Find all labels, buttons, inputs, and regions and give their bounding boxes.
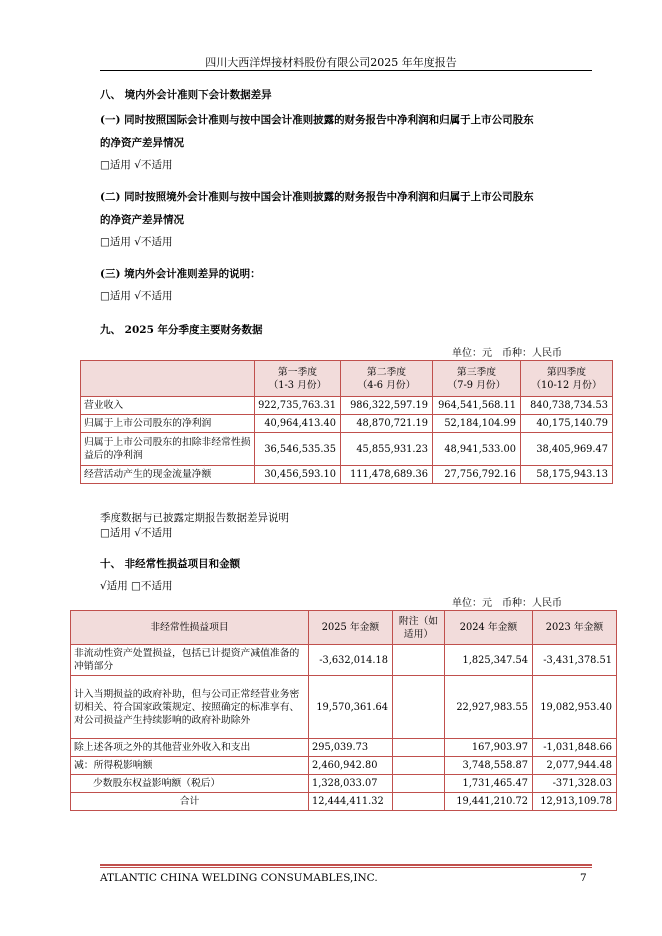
table-header-row <box>71 611 617 645</box>
value-2023: -371,328.03 <box>533 775 617 793</box>
value-cell: 922,735,763.31 <box>255 397 341 415</box>
table-row <box>71 676 617 739</box>
section-8-title: 八、 境内外会计准则下会计数据差异 <box>100 89 272 101</box>
value-cell: 40,175,140.79 <box>521 415 613 433</box>
value-cell: 52,184,104.99 <box>433 415 521 433</box>
value-2023: 19,082,953.40 <box>533 676 617 739</box>
header-cell-blank <box>81 361 255 397</box>
row-label: 合计 <box>71 793 309 811</box>
section-8-2-choice: □适用 √不适用 <box>100 236 173 248</box>
section-8-1-choice: □适用 √不适用 <box>100 159 173 171</box>
value-cell: 964,541,568.11 <box>433 397 521 415</box>
value-cell: 986,322,597.19 <box>341 397 433 415</box>
quarterly-financial-table <box>80 360 613 484</box>
value-cell: 840,738,734.53 <box>521 397 613 415</box>
value-2023: 12,913,109.78 <box>533 793 617 811</box>
row-label: 除上述各项之外的其他营业外收入和支出 <box>71 739 309 757</box>
note-cell <box>393 739 445 757</box>
value-cell: 38,405,969.47 <box>521 433 613 466</box>
value-2024: 1,731,465.47 <box>445 775 533 793</box>
section-8-2-title-line2: 的净资产差异情况 <box>100 214 184 226</box>
header-divider <box>100 70 592 71</box>
value-2025: -3,632,014.18 <box>309 645 393 676</box>
header-cell-2024: 2024 年金额 <box>445 611 533 645</box>
header-cell-2025: 2025 年金额 <box>309 611 393 645</box>
row-label: 计入当期损益的政府补助，但与公司正常经营业务密切相关、符合国家政策规定、按照确定的标准享有、对公司损益产生持续影响的政府补助除外 <box>71 676 309 739</box>
section-8-1-title-line2: 的净资产差异情况 <box>100 137 184 149</box>
header-cell-q2: 第二季度 （4-6 月份） <box>341 361 433 397</box>
value-2025: 2,460,942.80 <box>309 757 393 775</box>
value-cell: 36,546,535.35 <box>255 433 341 466</box>
section-9-unit: 单位：元 币种：人民币 <box>452 348 562 359</box>
header-cell-q3: 第三季度 （7-9 月份） <box>433 361 521 397</box>
non-recurring-items-table <box>70 610 617 811</box>
value-2025: 1,328,033.07 <box>309 775 393 793</box>
section-8-2-title-line1: (二) 同时按照境外会计准则与按中国会计准则披露的财务报告中净利润和归属于上市公司股东 <box>100 191 534 203</box>
page-header-title: 四川大西洋焊接材料股份有限公司2025 年年度报告 <box>205 56 457 69</box>
note-cell <box>393 676 445 739</box>
section-9-title: 九、 2025 年分季度主要财务数据 <box>100 324 263 336</box>
note-cell <box>393 793 445 811</box>
table-row <box>81 397 613 415</box>
row-label: 非流动性资产处置损益，包括已计提资产减值准备的冲销部分 <box>71 645 309 676</box>
table-header-row <box>81 361 613 397</box>
value-2023: -3,431,378.51 <box>533 645 617 676</box>
row-label: 归属于上市公司股东的净利润 <box>81 415 255 433</box>
value-cell: 48,941,533.00 <box>433 433 521 466</box>
header-cell-q1: 第一季度 （1-3 月份） <box>255 361 341 397</box>
footer-company-name: ATLANTIC CHINA WELDING CONSUMABLES,INC. <box>100 872 378 884</box>
value-2025: 295,039.73 <box>309 739 393 757</box>
row-label: 归属于上市公司股东的扣除非经常性损益后的净利润 <box>81 433 255 466</box>
quarterly-note-choice: □适用 √不适用 <box>100 527 173 539</box>
table-row <box>81 466 613 484</box>
value-cell: 27,756,792.16 <box>433 466 521 484</box>
table-row-total <box>71 793 617 811</box>
value-2024: 167,903.97 <box>445 739 533 757</box>
value-2025: 12,444,411.32 <box>309 793 393 811</box>
row-label: 少数股东权益影响额（税后） <box>71 775 309 793</box>
value-cell: 40,964,413.40 <box>255 415 341 433</box>
note-cell <box>393 645 445 676</box>
header-cell-item: 非经常性损益项目 <box>71 611 309 645</box>
header-cell-q4: 第四季度 （10-12 月份） <box>521 361 613 397</box>
value-cell: 58,175,943.13 <box>521 466 613 484</box>
value-2025: 19,570,361.64 <box>309 676 393 739</box>
section-8-3-choice: □适用 √不适用 <box>100 290 173 302</box>
table-row <box>71 757 617 775</box>
section-8-3-title: (三) 境内外会计准则差异的说明： <box>100 268 261 280</box>
row-label: 减：所得税影响额 <box>71 757 309 775</box>
section-10-title: 十、 非经常性损益项目和金额 <box>100 558 241 570</box>
value-2024: 19,441,210.72 <box>445 793 533 811</box>
page-number: 7 <box>580 872 587 884</box>
value-cell: 48,870,721.19 <box>341 415 433 433</box>
table-row <box>71 645 617 676</box>
table-row <box>81 433 613 466</box>
value-cell: 111,478,689.36 <box>341 466 433 484</box>
header-cell-2023: 2023 年金额 <box>533 611 617 645</box>
value-2023: -1,031,848.66 <box>533 739 617 757</box>
value-cell: 45,855,931.23 <box>341 433 433 466</box>
quarterly-note: 季度数据与已披露定期报告数据差异说明 <box>100 512 289 524</box>
table-row <box>71 739 617 757</box>
table-row <box>81 415 613 433</box>
table-row <box>71 775 617 793</box>
section-10-unit: 单位：元 币种：人民币 <box>452 598 562 609</box>
section-10-choice: √适用 □不适用 <box>100 580 173 592</box>
value-cell: 30,456,593.10 <box>255 466 341 484</box>
value-2024: 3,748,558.87 <box>445 757 533 775</box>
section-8-1-title-line1: (一) 同时按照国际会计准则与按中国会计准则披露的财务报告中净利润和归属于上市公司股东 <box>100 114 534 126</box>
value-2023: 2,077,944.48 <box>533 757 617 775</box>
footer-divider-thick <box>100 864 592 866</box>
footer-divider-thin <box>100 867 592 868</box>
row-label: 营业收入 <box>81 397 255 415</box>
header-cell-note: 附注（如适用） <box>393 611 445 645</box>
note-cell <box>393 775 445 793</box>
note-cell <box>393 757 445 775</box>
value-2024: 1,825,347.54 <box>445 645 533 676</box>
row-label: 经营活动产生的现金流量净额 <box>81 466 255 484</box>
value-2024: 22,927,983.55 <box>445 676 533 739</box>
